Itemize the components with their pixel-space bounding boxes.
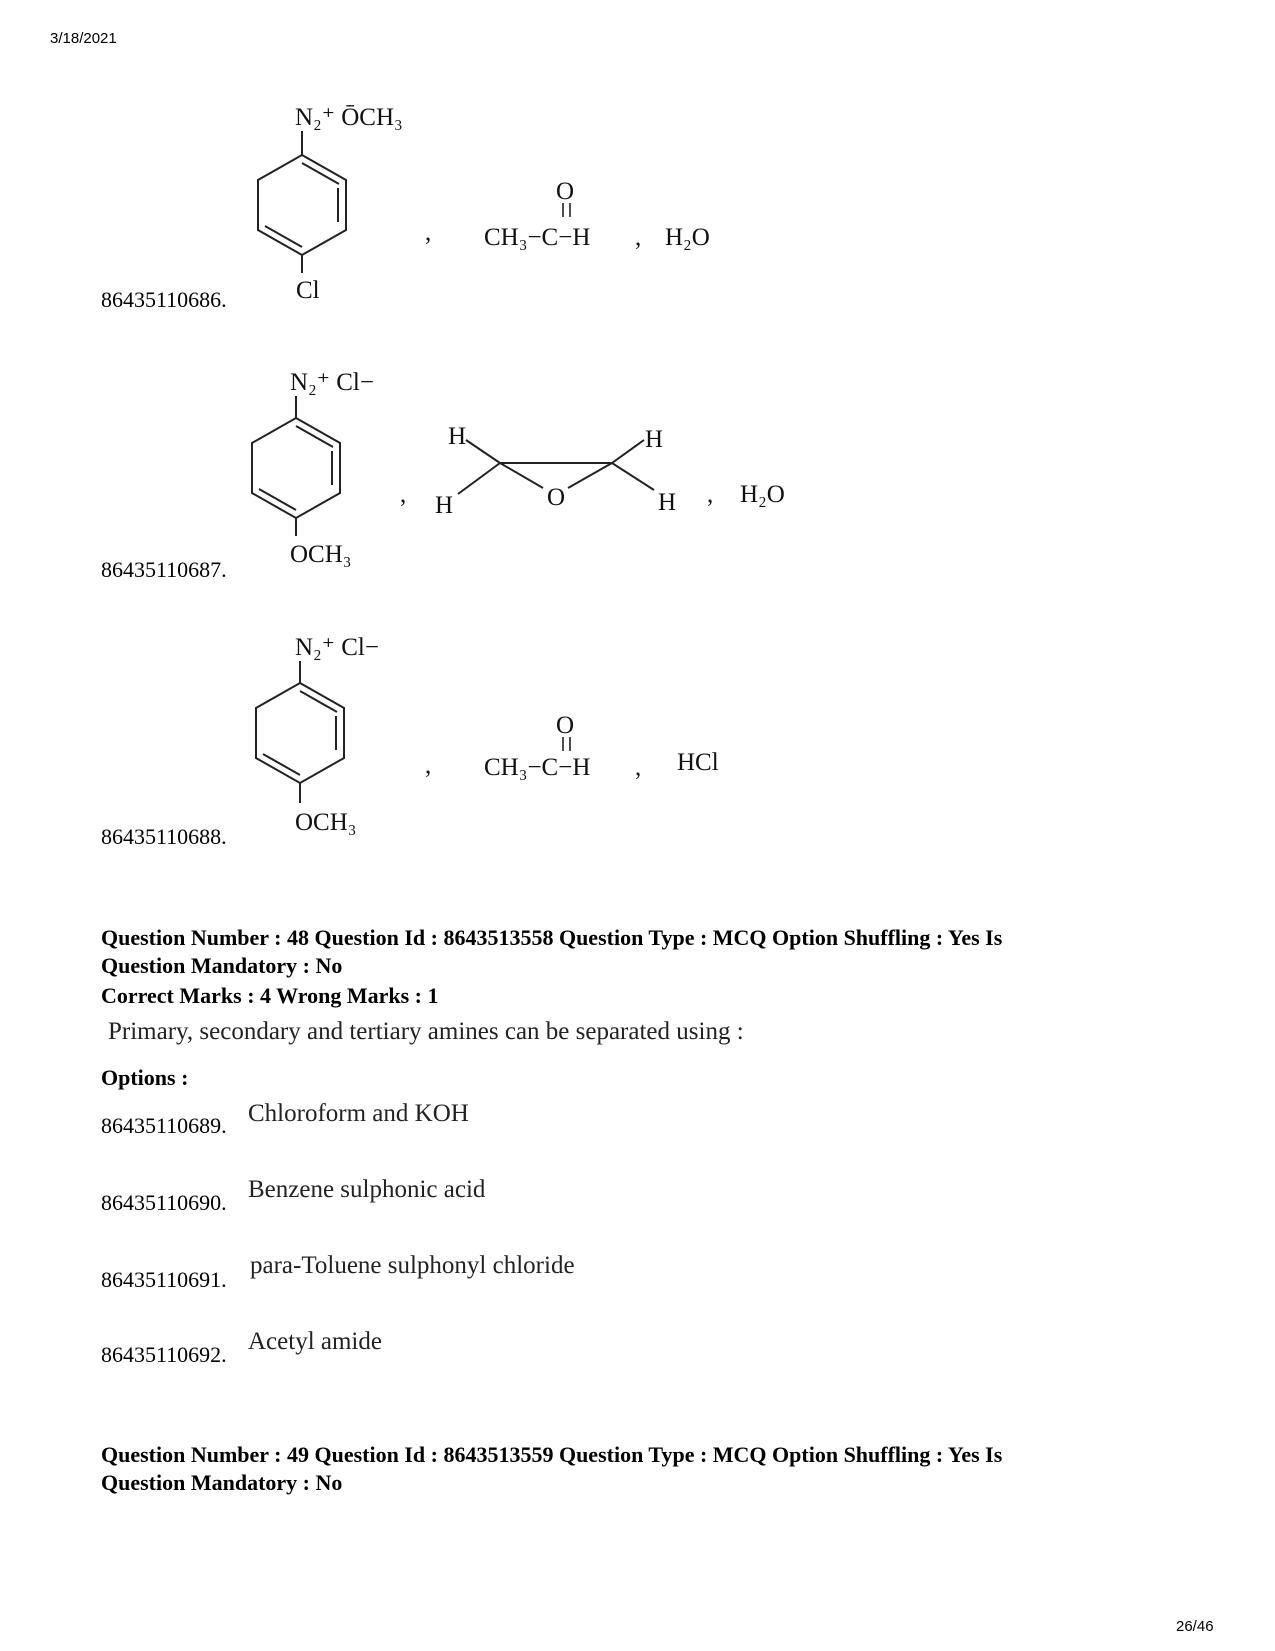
benzene-ring-icon — [258, 155, 346, 255]
option-id: 86435110689. — [101, 1113, 227, 1138]
option-id: 86435110691. — [101, 1267, 227, 1292]
ring-top-label: N₂⁺ Cl− — [290, 369, 374, 396]
comma: , — [425, 752, 432, 779]
option-id: 86435110687. — [101, 557, 227, 582]
option-text: Chloroform and KOH — [248, 1100, 469, 1127]
question-48-header: Question Number : 48 Question Id : 8643513558 Question Type : MCQ Option Shuffling : Yes Is Question Mandatory : No — [101, 925, 1003, 978]
option-text: para-Toluene sulphonyl chloride — [250, 1252, 575, 1279]
aldehyde-formula: CH₃−C−H — [484, 224, 591, 251]
option-id: 86435110690. — [101, 1190, 227, 1215]
question-48-text: Primary, secondary and tertiary amines can be separated using : — [108, 1018, 744, 1045]
option-id: 86435110692. — [101, 1342, 227, 1367]
svg-text:O: O — [547, 484, 566, 511]
benzene-ring-icon — [252, 418, 340, 518]
comma: , — [400, 481, 407, 508]
option-text: Benzene sulphonic acid — [248, 1176, 486, 1203]
ring-top-label: N₂⁺ ŌCH₃ — [295, 104, 403, 131]
comma: , — [707, 481, 714, 508]
print-date: 3/18/2021 — [50, 30, 117, 47]
structure-option-86435110688 — [240, 625, 760, 845]
carbonyl-oxygen: O — [556, 712, 575, 739]
water-label: H₂O — [665, 224, 710, 251]
epoxide-icon — [435, 423, 676, 519]
comma: , — [425, 219, 432, 246]
option-id: 86435110688. — [101, 824, 227, 849]
carbonyl-oxygen: O — [556, 178, 575, 205]
option-id: 86435110686. — [101, 287, 227, 312]
svg-text:H: H — [448, 423, 467, 450]
question-48-marks: Correct Marks : 4 Wrong Marks : 1 — [101, 983, 439, 1008]
page-number: 26/46 — [1176, 1618, 1214, 1635]
ring-bottom-label: OCH₃ — [295, 809, 357, 836]
comma: , — [635, 754, 642, 781]
benzene-ring-icon — [256, 683, 344, 783]
svg-text:H: H — [645, 426, 664, 453]
structure-option-86435110686 — [240, 95, 760, 310]
options-label: Options : — [101, 1065, 189, 1090]
question-49-header: Question Number : 49 Question Id : 8643513559 Question Type : MCQ Option Shuffling : Yes Is Question Mandatory : No — [101, 1442, 1003, 1495]
svg-text:H: H — [435, 492, 454, 519]
aldehyde-formula: CH₃−C−H — [484, 754, 591, 781]
option-text: Acetyl amide — [248, 1328, 382, 1355]
svg-text:H: H — [658, 489, 677, 516]
water-label: H₂O — [740, 481, 785, 508]
ring-top-label: N₂⁺ Cl− — [295, 634, 379, 661]
ring-bottom-label: Cl — [296, 277, 320, 304]
acid-label: HCl — [677, 749, 719, 776]
comma: , — [635, 224, 642, 251]
ring-bottom-label: OCH₃ — [290, 541, 352, 568]
structure-option-86435110687 — [240, 360, 820, 575]
